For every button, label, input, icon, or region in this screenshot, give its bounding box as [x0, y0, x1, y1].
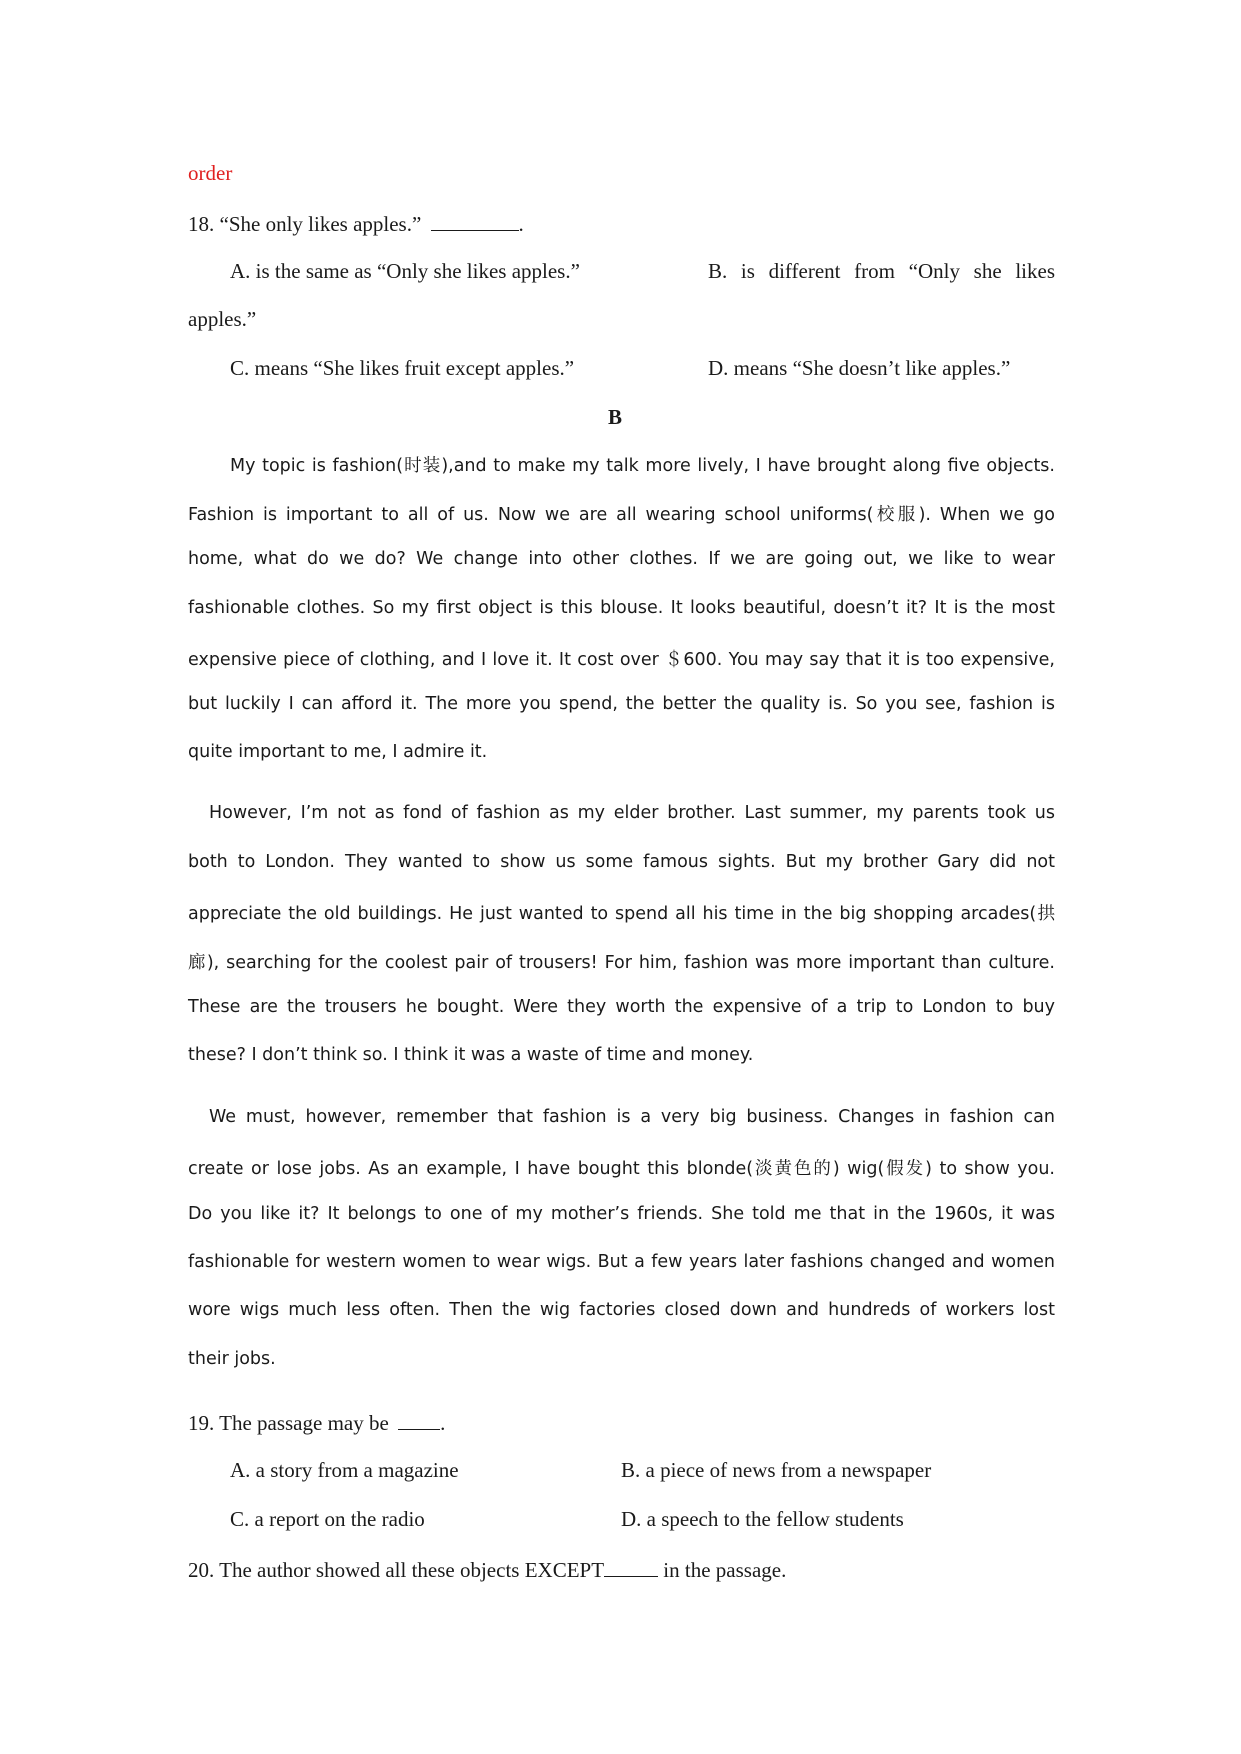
- passage-line: Do you like it? It belongs to one of my mother’s friends. She told me that in the 1960s, it was: [188, 1204, 1055, 1224]
- passage-line: both to London. They wanted to show us some famous sights. But my brother Gary did not: [188, 852, 1055, 872]
- answer-blank: [398, 1409, 440, 1430]
- question-18-stem: [188, 210, 524, 237]
- passage-line: expensive piece of clothing, and I love it. It cost over ＄600. You may say that it is too expensive,: [188, 650, 1055, 670]
- option-18-b-part2: apples.”: [188, 307, 257, 331]
- passage-line: appreciate the old buildings. He just wanted to spend all his time in the big shopping arcades(拱: [188, 904, 1055, 924]
- passage-line: However, I’m not as fond of fashion as my elder brother. Last summer, my parents took us: [209, 803, 1055, 823]
- order-note: order: [188, 161, 233, 185]
- question-20-stem: [188, 1556, 786, 1583]
- passage-line: these? I don’t think so. I think it was a waste of time and money.: [188, 1045, 754, 1065]
- question-18-end: .: [518, 211, 524, 236]
- option-18-c: C. means “She likes fruit except apples.”: [230, 356, 575, 380]
- question-19-text: 19. The passage may be: [188, 1410, 389, 1435]
- passage-line: but luckily I can afford it. The more you spend, the better the quality is. So you see, fashion is: [188, 694, 1055, 714]
- section-label: B: [608, 405, 623, 429]
- passage-line: quite important to me, I admire it.: [188, 742, 488, 762]
- passage-line: We must, however, remember that fashion is a very big business. Changes in fashion can: [209, 1107, 1055, 1127]
- question-20-end: in the passage.: [658, 1557, 787, 1582]
- option-19-d: D. a speech to the fellow students: [621, 1507, 904, 1531]
- answer-blank: [604, 1556, 658, 1577]
- option-18-d: D. means “She doesn’t like apples.”: [708, 356, 1011, 380]
- passage-line: their jobs.: [188, 1349, 276, 1369]
- passage-line: These are the trousers he bought. Were they worth the expensive of a trip to London to buy: [188, 997, 1055, 1017]
- option-19-b: B. a piece of news from a newspaper: [621, 1458, 932, 1482]
- option-18-b-part1: B. is different from “Only she likes: [708, 259, 1055, 283]
- passage-line: create or lose jobs. As an example, I have bought this blonde(淡黄色的) wig(假发) to show you.: [188, 1159, 1055, 1179]
- question-18-text: 18. “She only likes apples.”: [188, 211, 422, 236]
- passage-line: Fashion is important to all of us. Now we are all wearing school uniforms(校服). When we go: [188, 505, 1055, 525]
- question-19-end: .: [440, 1410, 446, 1435]
- option-19-a: A. a story from a magazine: [230, 1458, 459, 1482]
- passage-line: My topic is fashion(时装),and to make my talk more lively, I have brought along five objects.: [230, 456, 1055, 476]
- option-19-c: C. a report on the radio: [230, 1507, 425, 1531]
- answer-blank: [431, 210, 519, 231]
- passage-line: fashionable clothes. So my first object is this blouse. It looks beautiful, doesn’t it? It is the most: [188, 598, 1055, 618]
- option-18-a: A. is the same as “Only she likes apples.”: [230, 259, 580, 283]
- passage-line: wore wigs much less often. Then the wig factories closed down and hundreds of workers lost: [188, 1300, 1055, 1320]
- question-19-stem: [188, 1409, 445, 1436]
- question-20-text: 20. The author showed all these objects EXCEPT: [188, 1557, 605, 1582]
- passage-line: fashionable for western women to wear wigs. But a few years later fashions changed and women: [188, 1252, 1055, 1272]
- passage-line: 廊), searching for the coolest pair of trousers! For him, fashion was more important than culture.: [188, 953, 1055, 973]
- passage-line: home, what do we do? We change into other clothes. If we are going out, we like to wear: [188, 549, 1055, 569]
